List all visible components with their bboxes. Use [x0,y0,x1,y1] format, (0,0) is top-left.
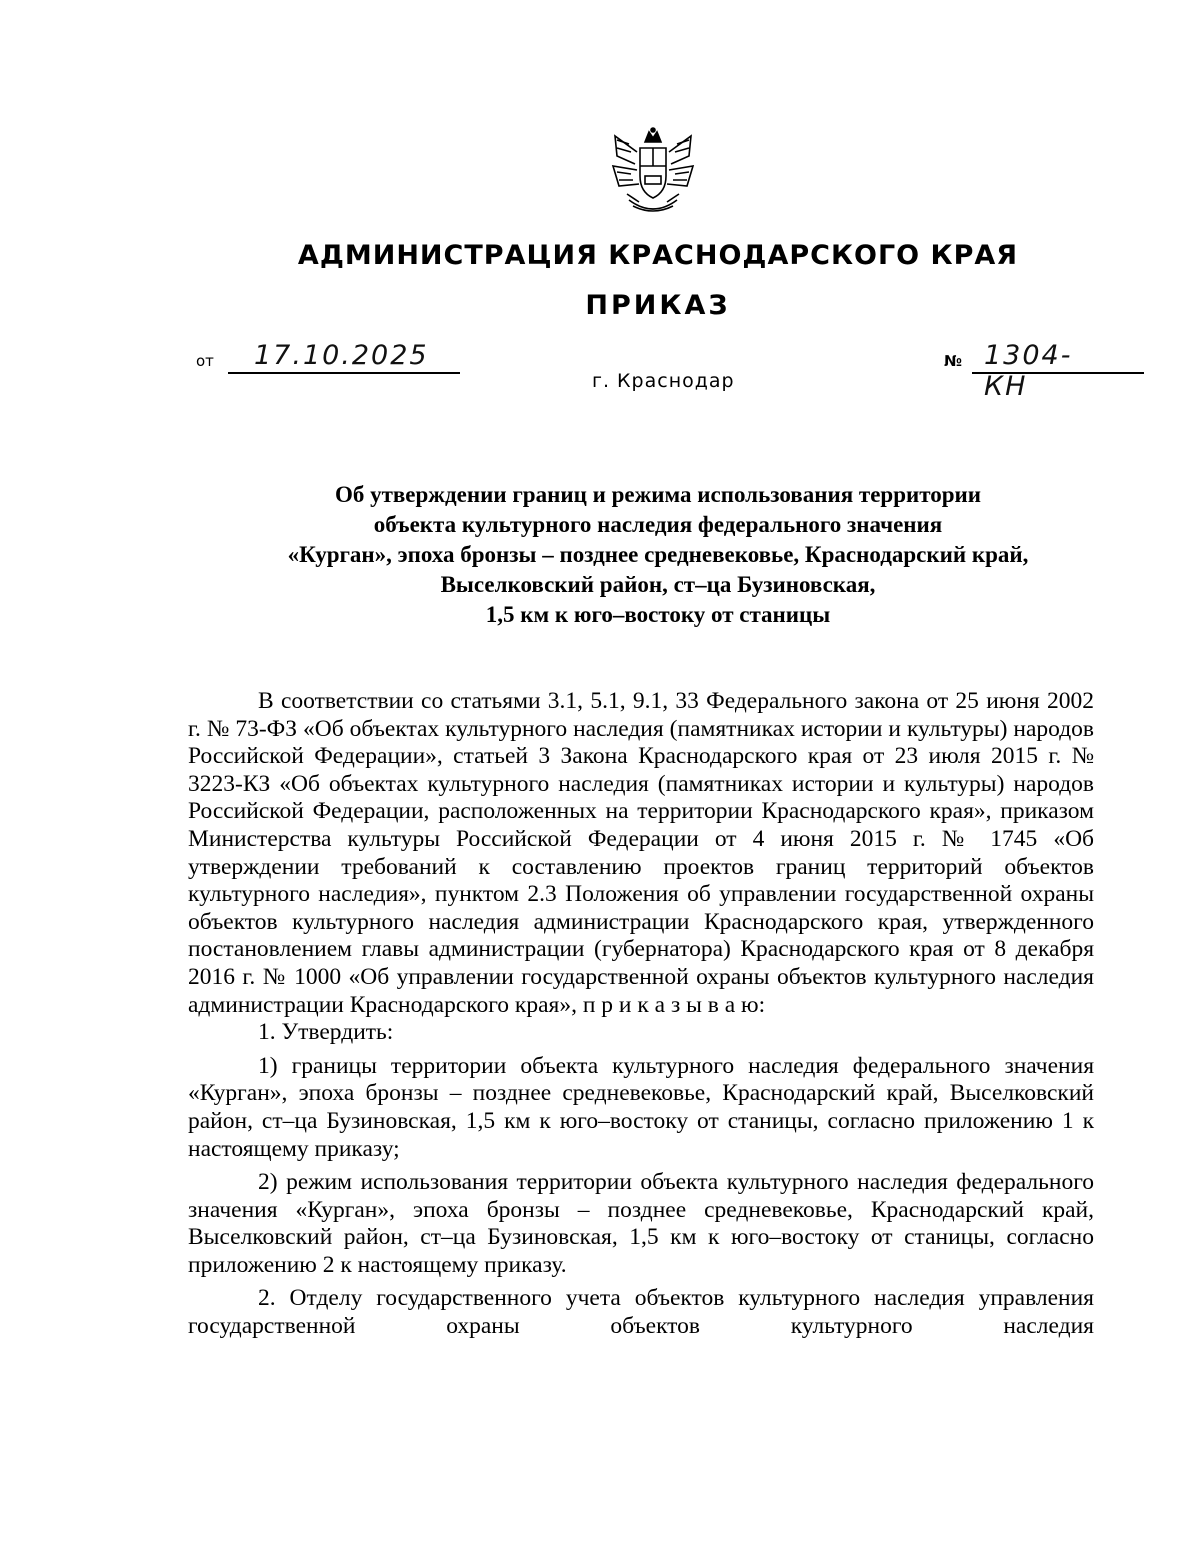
document-type: ПРИКАЗ [585,290,731,321]
organization-name: АДМИНИСТРАЦИЯ КРАСНОДАРСКОГО КРАЯ [297,240,1019,271]
coat-of-arms-emblem [609,126,697,218]
handwritten-number: 1304-КН [984,340,1073,402]
preamble-paragraph [188,688,1094,1019]
title-line: объекта культурного наследия федерального значения [373,512,943,537]
order-word: п р и к а з ы в а ю: [582,991,766,1018]
item-2: 2. Отделу государственного учета объектов культурного наследия управления государственной охраны объектов культурного наследия [188,1285,1094,1340]
title-line: «Курган», эпоха бронзы – позднее средневековье, Краснодарский край, [287,542,1029,567]
item-1: 1. Утвердить: [258,1019,394,1046]
item-1-2: 2) режим использования территории объекта культурного наследия федерального значения «Курган», эпоха бронзы – позднее средневековье, Краснодарский край, Выселковский район, ст–ца Бузиновская, 1,5 км к юго–востоку от станицы, согласно приложению 2 к настоящему приказу. [188,1169,1094,1278]
item-1-1: 1) границы территории объекта культурного наследия федерального значения «Курган», эпоха бронзы – позднее средневековье, Краснодарский край, Выселковский район, ст–ца Бузиновская, 1,5 км к юго–востоку от станицы, согласно приложению 1 к настоящему приказу; [188,1052,1094,1162]
city-name: г. Краснодар [592,370,735,392]
date-underline [228,372,460,374]
title-line: Об утверждении границ и режима использования территории [334,482,982,507]
preamble-text: В соответствии со статьями 3.1, 5.1, 9.1, 33 Федерального закона от 25 июня 2002 г. № 73-ФЗ «Об объектах культурного наследия (памятниках истории и культуры) народов Российской Федерации», статьей 3 Закона Краснодарского края от 23 июля 2015 г. № 3223-КЗ «Об объектах культурного наследия (памятниках истории и культуры) народов Российской Федерации, расположенных на территории Краснодарского края», приказом Министерства культуры Российской Федерации от 4 июня 2015 г. № 1745 «Об утверждении требований к составлению проектов границ территорий объектов культурного наследия», пунктом 2.3 Положения об управлении государственной охраны объектов культурного наследия администрации Краснодарского края, утвержденного постановлением главы администрации (губернатора) Краснодарского края от 8 декабря 2016 г. № 1000 «Об управлении государственной охраны объектов культурного наследия администрации Краснодарского края», [188,688,1094,1018]
handwritten-date: 17.10.2025 [254,340,429,371]
number-underline [972,372,1144,374]
document-body [188,688,1094,1341]
document-title [150,480,1166,630]
number-prefix: № [944,352,963,370]
title-line: 1,5 км к юго–востоку от станицы [485,602,831,627]
date-prefix: от [196,352,214,370]
title-line: Выселковский район, ст–ца Бузиновская, [440,572,876,597]
